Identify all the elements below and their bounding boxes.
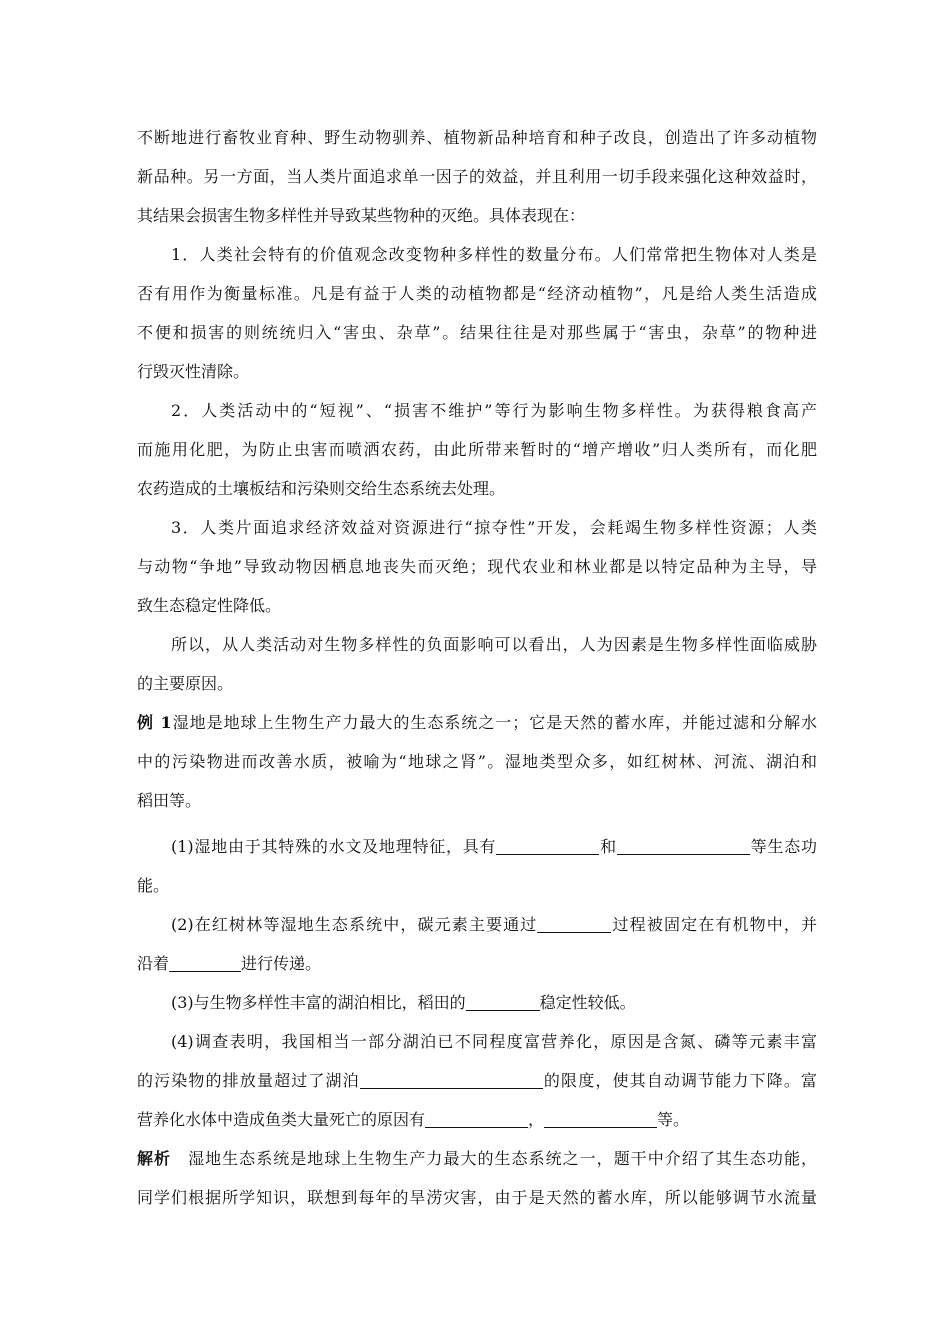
text-line: 与动物“争地”导致动物因栖息地丧失而灭绝；现代农业和林业都是以特定品种为主导，导 — [137, 557, 817, 576]
text-line: 不断地进行畜牧业育种、野生动物驯养、植物新品种培育和种子改良，创造出了许多动植物 — [137, 128, 817, 147]
answer-blank[interactable] — [169, 953, 241, 972]
text-line: 农药造成的土壤板结和污染则交给生态系统去处理。 — [137, 479, 506, 498]
question-text: 稳定性较低。 — [539, 993, 636, 1012]
question-text: (3)与生物多样性丰富的湖泊相比，稻田的 — [171, 993, 466, 1012]
text-line: 新品种。另一方面，当人类片面追求单一因子的效益，并且利用一切手段来强化这种效益时， — [137, 167, 817, 186]
answer-blank[interactable] — [537, 914, 611, 933]
question-2 — [137, 905, 817, 983]
text-line: 而施用化肥，为防止虫害而喷洒农药，由此所带来暂时的“增产增收”归人类所有，而化肥 — [137, 440, 817, 459]
text-line: 中的污染物进而改善水质，被喻为“地球之肾”。湿地类型众多，如红树林、河流、湖泊和 — [137, 752, 817, 771]
answer-blank[interactable] — [617, 836, 750, 855]
question-text: 和 — [599, 837, 617, 856]
question-text: (1)湿地由于其特殊的水文及地理特征，具有 — [171, 837, 497, 856]
example-text: 湿地是地球上生物生产力最大的生态系统之一；它是天然的蓄水库，并能过滤和分解水 — [171, 713, 817, 732]
example-label: 例 1 — [137, 713, 172, 732]
answer-blank[interactable] — [360, 1070, 543, 1089]
question-text: 等。 — [657, 1110, 690, 1129]
analysis — [137, 1139, 817, 1217]
answer-blank[interactable] — [466, 992, 540, 1011]
question-4 — [137, 1022, 817, 1139]
question-text: ， — [528, 1110, 545, 1129]
question-text: 的限度，使其自动调节能力下降。富 — [542, 1071, 817, 1090]
question-3 — [137, 983, 817, 1022]
answer-blank[interactable] — [425, 1109, 528, 1128]
question-text: 沿着 — [137, 954, 170, 973]
text-line: 同学们根据所学知识，联想到每年的旱涝灾害，由于是天然的蓄水库，所以能够调节水流量 — [137, 1188, 817, 1207]
question-text: 进行传递。 — [241, 954, 322, 973]
question-1 — [137, 827, 817, 905]
paragraph-point-1 — [137, 235, 817, 391]
text-line: 1．人类社会特有的价值观念改变物种多样性的数量分布。人们常常把生物体对人类是 — [171, 245, 817, 264]
question-text: 营养化水体中造成鱼类大量死亡的原因有 — [137, 1110, 426, 1129]
paragraph-intro — [137, 118, 817, 235]
text-line: 能。 — [137, 876, 170, 895]
paragraph-point-2 — [137, 391, 817, 508]
question-text: 等生态功 — [749, 837, 817, 856]
text-line: 3．人类片面追求经济效益对资源进行“掠夺性”开发，会耗竭生物多样性资源；人类 — [171, 518, 817, 537]
text-line: (4)调查表明，我国相当一部分湖泊已不同程度富营养化，原因是含氮、磷等元素丰富 — [171, 1032, 817, 1051]
text-line: 不便和损害的则统统归入“害虫、杂草”。结果往往是对那些属于“害虫，杂草”的物种进 — [137, 323, 817, 342]
paragraph-point-3 — [137, 508, 817, 625]
analysis-text: 湿地生态系统是地球上生物生产力最大的生态系统之一，题干中介绍了其生态功能， — [188, 1149, 817, 1168]
answer-blank[interactable] — [544, 1109, 657, 1128]
question-text: 的污染物的排放量超过了湖泊 — [137, 1071, 360, 1090]
answer-blank[interactable] — [496, 836, 599, 855]
text-line: 所以，从人类活动对生物多样性的负面影响可以看出，人为因素是生物多样性面临威胁 — [171, 635, 817, 654]
text-line: 行毁灭性清除。 — [137, 362, 250, 381]
question-text: (2)在红树林等湿地生态系统中，碳元素主要通过 — [171, 915, 538, 934]
text-line: 2．人类活动中的“短视”、“损害不维护”等行为影响生物多样性。为获得粮食高产 — [171, 401, 817, 420]
text-line: 其结果会损害生物多样性并导致某些物种的灭绝。具体表现在： — [137, 206, 586, 225]
paragraph-conclusion — [137, 625, 817, 703]
example-1 — [137, 703, 817, 820]
analysis-label: 解析 — [137, 1149, 172, 1168]
text-line: 稻田等。 — [137, 791, 202, 810]
text-line: 的主要原因。 — [137, 674, 234, 693]
text-line: 否有用作为衡量标准。凡是有益于人类的动植物都是“经济动植物”，凡是给人类生活造成 — [137, 284, 817, 303]
question-text: 过程被固定在有机物中，并 — [611, 915, 817, 934]
text-line: 致生态稳定性降低。 — [137, 596, 282, 615]
